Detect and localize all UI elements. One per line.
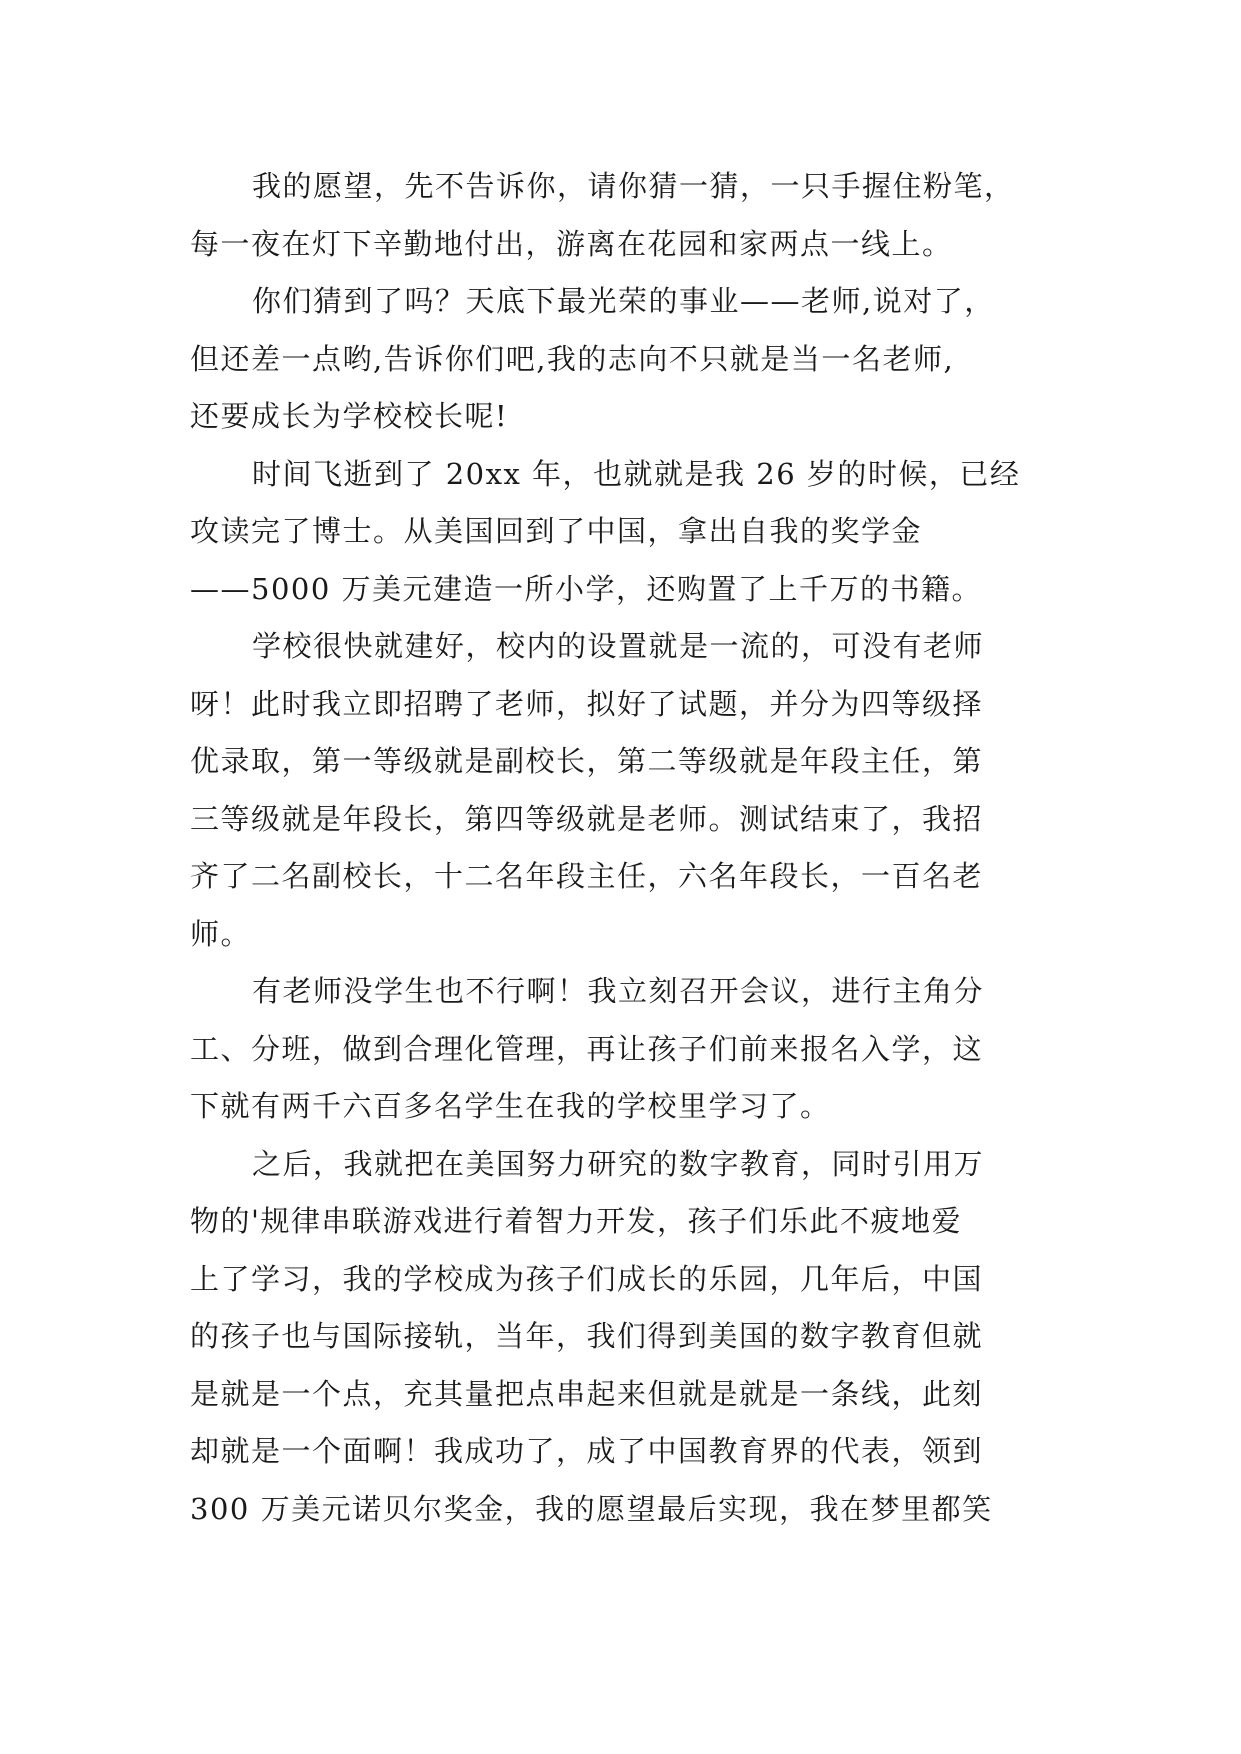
text-line: ——5000 万美元建造一所小学，还购置了上千万的书籍。 [190, 571, 983, 606]
text-line: 300 万美元诺贝尔奖金，我的愿望最后实现，我在梦里都笑 [190, 1491, 993, 1526]
text-line: 物的'规律串联游戏进行着智力开发，孩子们乐此不疲地爱 [190, 1204, 962, 1238]
text-line: 齐了二名副校长，十二名年段主任，六名年段长，一百名老 [190, 859, 984, 893]
text-line: 呀！此时我立即招聘了老师，拟好了试题，并分为四等级择 [190, 686, 984, 721]
text-line: 上了学习，我的学校成为孩子们成长的乐园，几年后，中国 [190, 1261, 984, 1296]
text-line: 优录取，第一等级就是副校长，第二等级就是年段主任，第 [190, 744, 984, 778]
text-line: 工、分班，做到合理化管理，再让孩子们前来报名入学，这 [190, 1031, 984, 1066]
text-line: 却就是一个面啊！我成功了，成了中国教育界的代表，领到 [190, 1434, 984, 1468]
text-line: 之后，我就把在美国努力研究的数字教育，同时引用万 [252, 1146, 985, 1181]
text-line: 学校很快就建好，校内的设置就是一流的，可没有老师 [252, 629, 985, 663]
text-line: 每一夜在灯下辛勤地付出，游离在花园和家两点一线上。 [190, 226, 953, 261]
text-line: 攻读完了博士。从美国回到了中国，拿出自我的奖学金 [190, 514, 923, 548]
text-line: 我的愿望，先不告诉你，请你猜一猜，一只手握住粉笔， [252, 169, 1015, 203]
text-line: 还要成长为学校校长呢! [190, 399, 509, 433]
document-body [190, 158, 1050, 1538]
text-line: 是就是一个点，充其量把点串起来但就是就是一条线，此刻 [190, 1376, 984, 1411]
text-line: 三等级就是年段长，第四等级就是老师。测试结束了，我招 [190, 801, 984, 836]
text-line: 但还差一点哟,告诉你们吧,我的志向不只就是当一名老师, [190, 341, 955, 376]
text-line: 时间飞逝到了 20xx 年，也就就是我 26 岁的时候，已经 [252, 456, 1021, 491]
text-line: 你们猜到了吗？天底下最光荣的事业——老师,说对了， [252, 284, 995, 318]
text-line: 有老师没学生也不行啊！我立刻召开会议，进行主角分 [252, 974, 985, 1008]
text-line: 师。 [190, 916, 252, 951]
text-line: 下就有两千六百多名学生在我的学校里学习了。 [190, 1089, 831, 1123]
text-line: 的孩子也与国际接轨，当年，我们得到美国的数字教育但就 [190, 1319, 984, 1353]
